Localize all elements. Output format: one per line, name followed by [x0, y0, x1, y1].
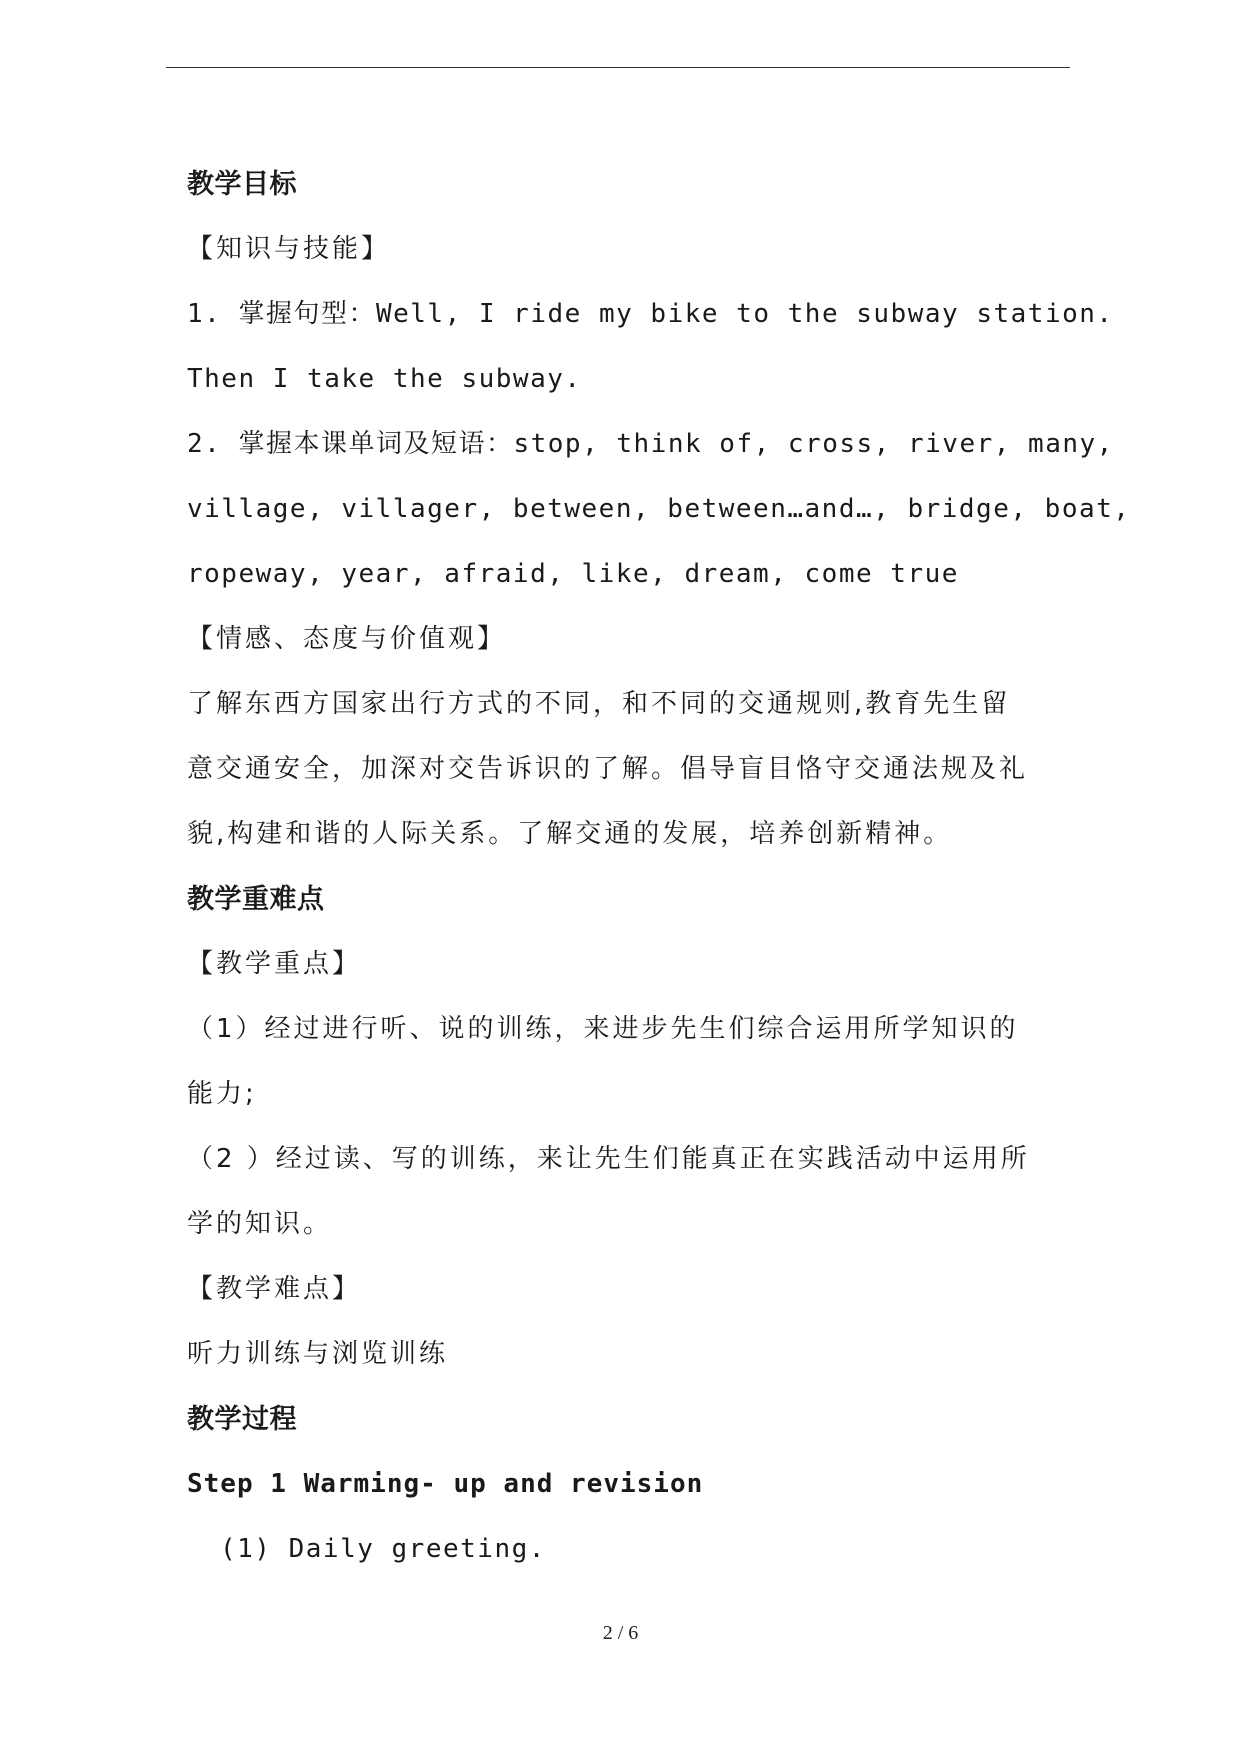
- subheading-emotion-values: 【情感、态度与价值观】: [187, 624, 507, 654]
- header-rule: [166, 67, 1070, 68]
- text-line: 了解东西方国家出行方式的不同，和不同的交通规则,教育先生留: [187, 689, 1011, 719]
- subheading-difficult-points: 【教学难点】: [187, 1274, 362, 1304]
- section-heading-key-difficult-points: 教学重难点: [187, 884, 325, 915]
- text-line: 能力;: [187, 1079, 257, 1109]
- text-line: village, villager, between, between…and…, bridge, boat,: [187, 494, 1131, 524]
- subheading-knowledge-skills: 【知识与技能】: [187, 234, 391, 264]
- text-line: Then I take the subway.: [187, 364, 582, 394]
- text-line: （1）经过进行听、说的训练，来进步先生们综合运用所学知识的: [187, 1014, 1019, 1044]
- text-line: 听力训练与浏览训练: [187, 1339, 449, 1369]
- page-number: 2 / 6: [602, 1622, 639, 1644]
- document-body: [187, 152, 1131, 1582]
- text-line: 2. 掌握本课单词及短语：stop, think of, cross, river, many,: [187, 429, 1114, 459]
- step-heading: Step 1 Warming- up and revision: [187, 1469, 704, 1499]
- text-line: 1. 掌握句型：Well, I ride my bike to the subway station.: [187, 299, 1114, 329]
- text-line: 学的知识。: [187, 1209, 333, 1239]
- text-line: （2 ）经过读、写的训练，来让先生们能真正在实践活动中运用所: [187, 1144, 1030, 1174]
- text-line: 貌,构建和谐的人际关系。了解交通的发展，培养创新精神。: [187, 819, 953, 849]
- text-line: 意交通安全，加深对交告诉识的了解。倡导盲目恪守交通法规及礼: [187, 754, 1029, 784]
- subheading-key-points: 【教学重点】: [187, 949, 362, 979]
- section-heading-teaching-process: 教学过程: [187, 1404, 297, 1435]
- text-line: (1) Daily greeting.: [220, 1534, 546, 1564]
- section-heading-teaching-goals: 教学目标: [187, 169, 297, 200]
- text-line: ropeway, year, afraid, like, dream, come true: [187, 559, 959, 589]
